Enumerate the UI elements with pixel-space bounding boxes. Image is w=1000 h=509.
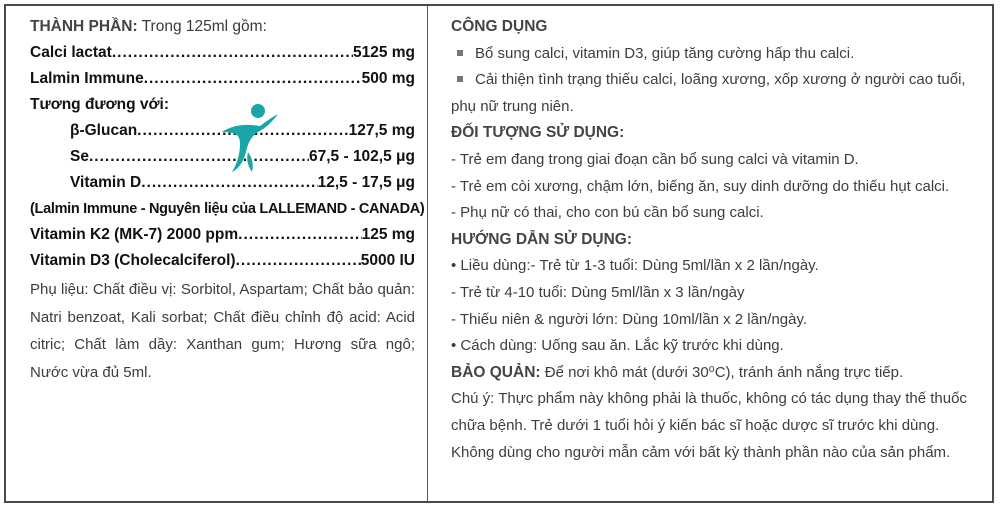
usage-column [451, 14, 991, 466]
sub-ingredient-name: Se [70, 148, 89, 165]
guide-item: - Thiếu niên & người lớn: Dùng 10ml/lần x 2 lần/ngày. [451, 310, 808, 328]
leader-dots [236, 248, 361, 274]
use-item [451, 41, 991, 68]
ingredient-row [30, 66, 415, 92]
sub-ingredient-value: 127,5 mg [348, 122, 415, 139]
ingredient-name: Calci lactat [30, 44, 112, 61]
ingredient-name: Lalmin Immune [30, 70, 144, 87]
note-line: chữa bệnh. Trẻ dưới 1 tuổi hỏi ý kiến bác sĩ hoặc dược sĩ trước khi dùng. [451, 416, 940, 434]
guide-item: - Trẻ từ 4-10 tuổi: Dùng 5ml/lần x 3 lần/ngày [451, 283, 745, 301]
excipients-text: Phụ liệu: Chất điều vị: Sorbitol, Aspartam; Chất bảo quản: Natri benzoat, Kali sorbat; Chất điều chỉnh độ acid: Acid citric; Chất làm dầy: Xanthan gum; Hương sữa ngô; Nước vừa đủ 5ml. [30, 281, 415, 381]
ingredient-name: Vitamin D3 (Cholecalciferol) [30, 252, 236, 269]
column-divider [427, 6, 428, 501]
guide-heading: HƯỚNG DẪN SỬ DỤNG: [451, 230, 633, 248]
use-item [451, 67, 991, 94]
ingredients-title [30, 14, 415, 40]
target-item: - Trẻ em còi xương, chậm lớn, biếng ăn, suy dinh dưỡng do thiếu hụt calci. [451, 177, 950, 195]
lalmin-note: (Lalmin Immune - Nguyên liệu của LALLEMAND - CANADA) [30, 201, 425, 217]
storage-line [451, 360, 991, 387]
ingredient-row [30, 248, 415, 274]
sub-ingredient-value: 67,5 - 102,5 μg [309, 148, 415, 165]
note-line: Chú ý: Thực phẩm này không phải là thuốc, không có tác dụng thay thế thuốc [451, 390, 967, 408]
use-text: Bổ sung calci, vitamin D3, giúp tăng cường hấp thu calci. [475, 44, 855, 62]
leader-dots [238, 222, 361, 248]
target-item: - Trẻ em đang trong giai đoạn cần bổ sung calci và vitamin D. [451, 150, 859, 168]
person-figure-logo-icon [218, 102, 280, 174]
sub-ingredient-name: β-Glucan [70, 122, 138, 139]
uses-heading: CÔNG DỤNG [451, 18, 548, 35]
target-heading: ĐỐI TƯỢNG SỬ DỤNG: [451, 124, 625, 142]
sub-ingredient-value: 12,5 - 17,5 μg [317, 174, 415, 191]
bullet-square-icon [457, 76, 463, 82]
ingredients-column [30, 14, 425, 386]
use-text: Cải thiện tình trạng thiếu calci, loãng xương, xốp xương ở người cao tuổi, [475, 71, 966, 89]
use-continuation: phụ nữ trung niên. [451, 97, 574, 115]
ingredient-value: 5125 mg [352, 44, 415, 61]
storage-heading: BẢO QUẢN: [451, 363, 541, 381]
ingredient-row [30, 40, 415, 66]
ingredient-name: Vitamin K2 (MK-7) 2000 ppm [30, 226, 239, 243]
ingredients-heading: THÀNH PHẦN: [30, 18, 138, 35]
ingredient-value: 5000 IU [360, 252, 415, 269]
guide-item: • Liều dùng:- Trẻ từ 1-3 tuổi: Dùng 5ml/lần x 2 lần/ngày. [451, 257, 819, 275]
leader-dots [144, 66, 362, 92]
ingredient-row [30, 222, 415, 248]
ingredients-volume: Trong 125ml gồm: [137, 18, 267, 35]
bullet-square-icon [457, 50, 463, 56]
target-item: - Phụ nữ có thai, cho con bú cần bổ sung calci. [451, 204, 764, 222]
leader-dots [112, 40, 353, 66]
storage-text: Để nơi khô mát (dưới 30⁰C), tránh ánh nắng trực tiếp. [540, 363, 904, 381]
equivalent-label: Tương đương với: [30, 96, 170, 113]
note-line: Không dùng cho người mẫn cảm với bất kỳ thành phần nào của sản phẩm. [451, 443, 951, 461]
guide-item: • Cách dùng: Uống sau ăn. Lắc kỹ trước khi dùng. [451, 337, 784, 355]
ingredient-value: 500 mg [361, 70, 415, 87]
sub-ingredient-name: Vitamin D [70, 174, 142, 191]
ingredient-value: 125 mg [361, 226, 415, 243]
